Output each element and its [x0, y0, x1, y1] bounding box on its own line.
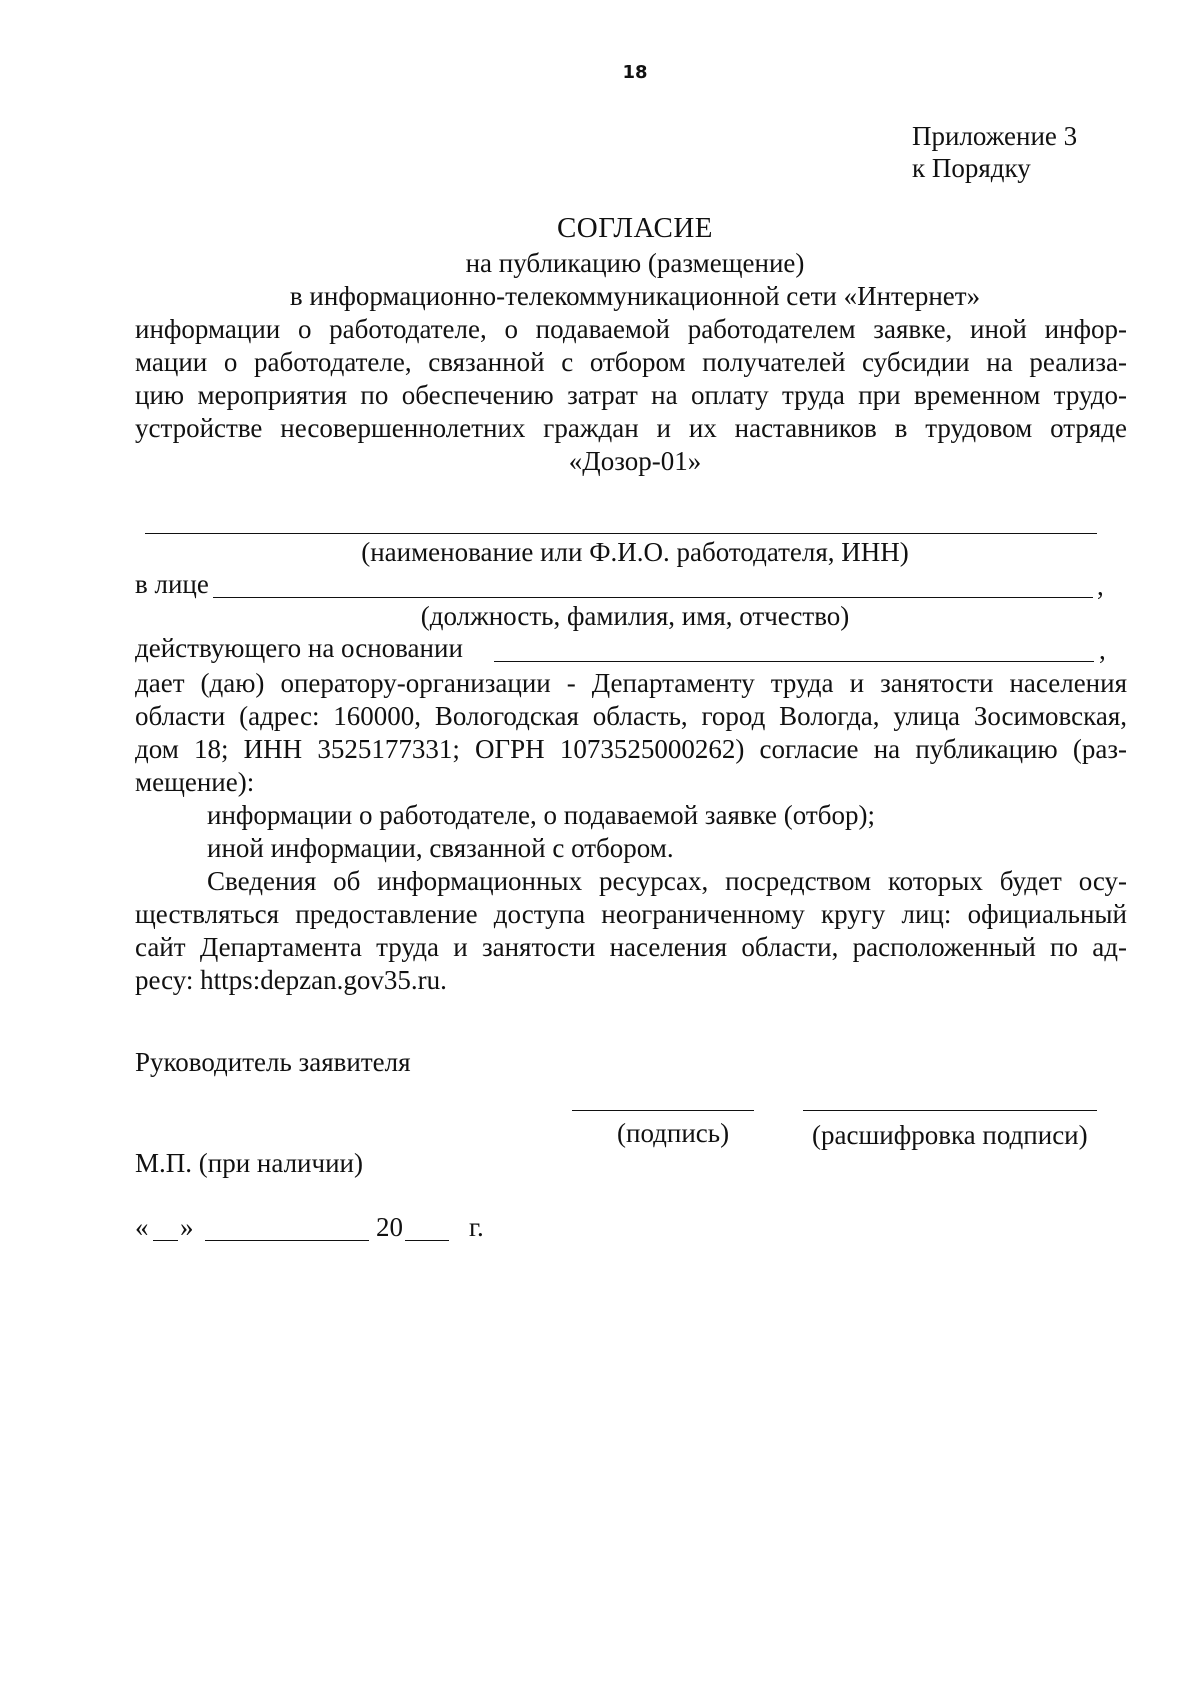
appendix-line-1: Приложение 3 — [912, 121, 1078, 151]
acting-basis-label: действующего на основании — [135, 633, 463, 663]
in-person-comma: , — [1097, 571, 1104, 601]
document-title: СОГЛАСИЕ — [556, 212, 714, 244]
signature-blank[interactable] — [572, 1110, 754, 1111]
consent-line-3: дом 18; ИНН 3525177331; ОГРН 1073525000262) согласие на публикацию (раз- — [135, 734, 1127, 764]
acting-basis-comma: , — [1099, 635, 1106, 665]
signature-caption: (подпись) — [617, 1118, 730, 1148]
date-open-quote: « — [135, 1212, 149, 1242]
signatory-label: Руководитель заявителя — [135, 1047, 411, 1077]
in-person-blank[interactable] — [213, 597, 1093, 598]
heading-line-5: «Дозор-01» — [568, 446, 702, 476]
date-month-blank[interactable] — [205, 1240, 369, 1241]
heading-line-2: мации о работодателе, связанной с отбором получателей субсидии на реализа- — [135, 347, 1127, 377]
date-year-blank[interactable] — [405, 1240, 449, 1241]
employer-caption: (наименование или Ф.И.О. работодателя, ИНН) — [361, 537, 909, 567]
consent-item-1: информации о работодателе, о подаваемой заявке (отбор); — [207, 800, 875, 830]
page-number: 18 — [622, 62, 648, 83]
stamp-label: М.П. (при наличии) — [135, 1148, 363, 1178]
heading-line-3: цию мероприятия по обеспечению затрат на оплату труда при временном трудо- — [135, 380, 1127, 410]
employer-name-blank[interactable] — [145, 533, 1097, 534]
consent-item-2: иной информации, связанной с отбором. — [207, 833, 674, 863]
appendix-line-2: к Порядку — [912, 153, 1031, 183]
subtitle-line-1: на публикацию (размещение) — [465, 248, 805, 278]
date-year-prefix: 20 — [376, 1212, 403, 1242]
heading-line-4: устройстве несовершеннолетних граждан и их наставников в трудовом отряде — [135, 413, 1127, 443]
consent-line-4: мещение): — [135, 767, 255, 797]
resources-line-2: ществляться предоставление доступа неограниченному кругу лиц: официальный — [135, 899, 1127, 929]
acting-basis-blank[interactable] — [494, 661, 1094, 662]
consent-line-1: дает (даю) оператору-организации - Департаменту труда и занятости населения — [135, 668, 1127, 698]
appendix-reference — [912, 120, 1077, 184]
subtitle-line-2: в информационно-телекоммуникационной сети «Интернет» — [289, 281, 981, 311]
signature-decode-blank[interactable] — [803, 1110, 1097, 1111]
date-year-suffix: г. — [469, 1212, 484, 1242]
date-day-blank[interactable] — [153, 1240, 178, 1241]
resources-line-3: сайт Департамента труда и занятости населения области, расположенный по ад- — [135, 932, 1127, 962]
in-person-caption: (должность, фамилия, имя, отчество) — [420, 601, 850, 631]
resources-line-4: ресу: https:depzan.gov35.ru. — [135, 965, 447, 995]
consent-line-2: области (адрес: 160000, Вологодская область, город Вологда, улица Зосимовская, — [135, 701, 1127, 731]
in-person-label: в лице — [135, 569, 209, 599]
resources-line-1: Сведения об информационных ресурсах, посредством которых будет осу- — [207, 866, 1127, 896]
date-close-quote: » — [180, 1212, 194, 1242]
heading-line-1: информации о работодателе, о подаваемой работодателем заявке, иной инфор- — [135, 314, 1127, 344]
signature-decode-caption: (расшифровка подписи) — [812, 1120, 1088, 1150]
